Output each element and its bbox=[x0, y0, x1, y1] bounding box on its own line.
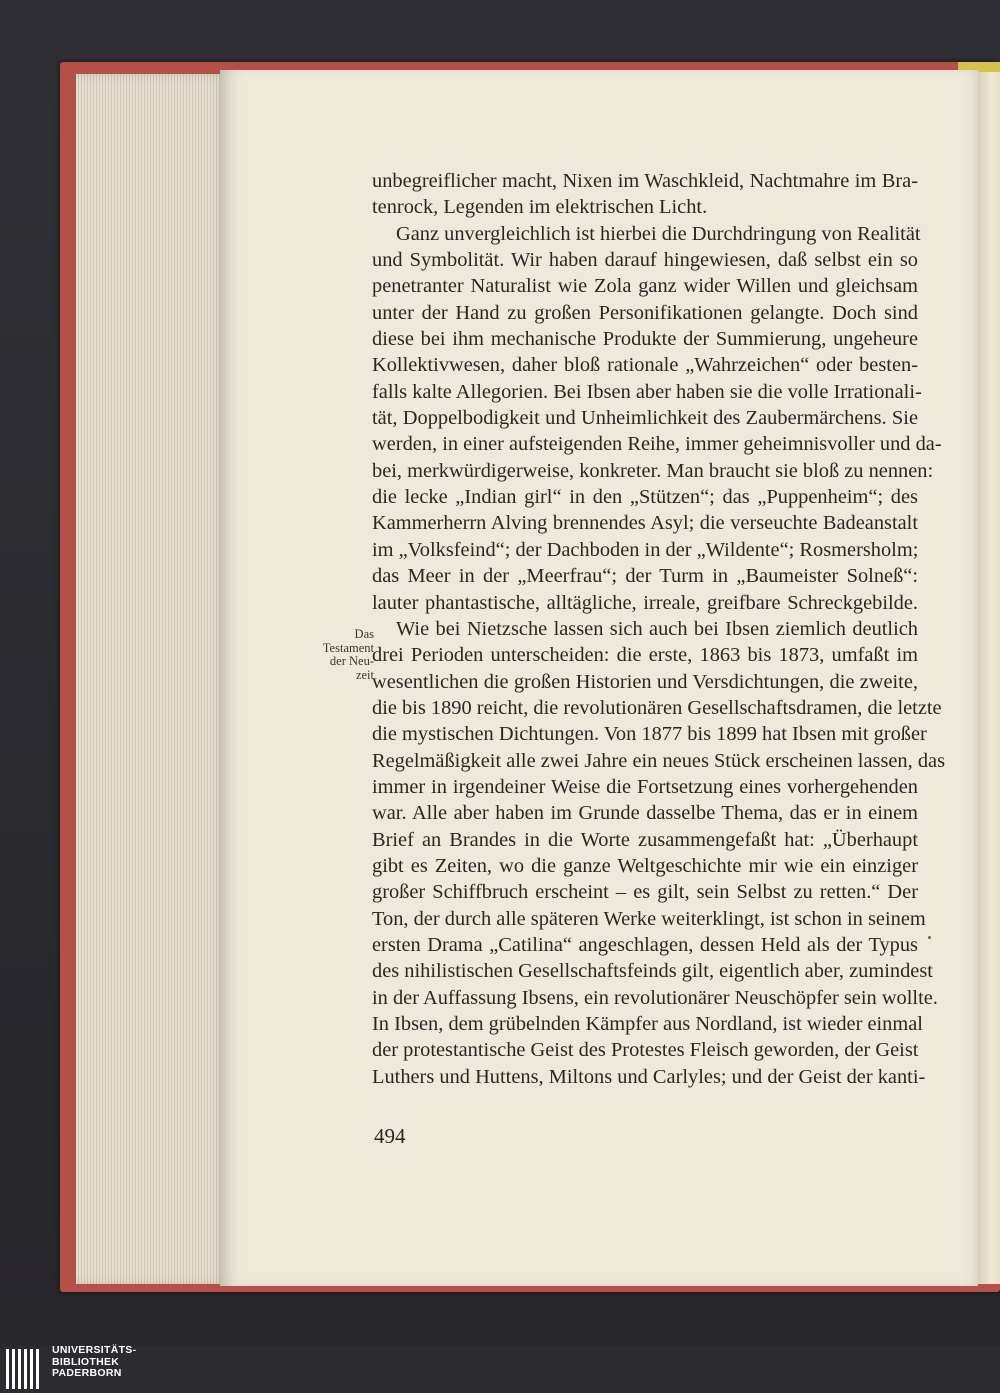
text-line: Kollektivwesen, daher bloß rationale „Wahrzeichen“ oder besten- bbox=[372, 354, 918, 377]
logo-line: PADERBORN bbox=[52, 1367, 122, 1379]
text-line: unbegreiflicher macht, Nixen im Waschkleid, Nachtmahre im Bra- bbox=[372, 170, 918, 192]
text-line: ersten Drama „Catilina“ angeschlagen, dessen Held als der Typus bbox=[372, 933, 918, 956]
marginal-note bbox=[296, 628, 374, 682]
text-line: des nihilistischen Gesellschaftsfeinds gilt, eigentlich aber, zumindest bbox=[372, 960, 933, 983]
logo-line: BIBLIOTHEK bbox=[52, 1355, 120, 1368]
text-line: drei Perioden unterscheiden: die erste, 1863 bis 1873, umfaßt im bbox=[372, 644, 918, 667]
text-line: unter der Hand zu großen Personifikationen gelangte. Doch sind bbox=[372, 301, 918, 324]
text-line: immer in irgendeiner Weise die Fortsetzung eines vorhergehenden bbox=[372, 775, 918, 798]
logo-line: UNIVERSITÄTS- bbox=[52, 1344, 137, 1356]
text-line: tät, Doppelbodigkeit und Unheimlichkeit des Zaubermärchens. Sie bbox=[372, 407, 918, 430]
text-line: tenrock, Legenden im elektrischen Licht. bbox=[372, 196, 708, 219]
text-line: die bis 1890 reicht, die revolutionären Gesellschaftsdramen, die letzte bbox=[372, 696, 942, 719]
text-line: werden, in einer aufsteigenden Reihe, immer geheimnisvoller und da- bbox=[372, 433, 942, 456]
text-line: In Ibsen, dem grübelnden Kämpfer aus Nordland, ist wieder einmal bbox=[372, 1013, 923, 1035]
page-number: 494 bbox=[374, 1124, 406, 1148]
text-line: lauter phantastische, alltägliche, irreale, greifbare Schreckgebilde. bbox=[372, 591, 918, 614]
marginal-note-line: der Neu- bbox=[329, 654, 374, 668]
library-logo-icon bbox=[6, 1349, 44, 1391]
text-line: Ton, der durch alle späteren Werke weiterklingt, ist schon in seinem bbox=[372, 907, 926, 930]
text-line: im „Volksfeind“; der Dachboden in der „Wildente“; Rosmersholm; bbox=[372, 538, 919, 561]
text-line: großer Schiffbruch erscheint – es gilt, sein Selbst zu retten.“ Der bbox=[372, 881, 918, 904]
text-line: die lecke „Indian girl“ in den „Stützen“; das „Puppenheim“; des bbox=[372, 486, 918, 509]
text-line: und Symbolität. Wir haben darauf hingewiesen, daß selbst ein so bbox=[372, 249, 918, 272]
page-edges bbox=[76, 74, 226, 1284]
text-line: Brief an Brandes in die Worte zusammengefaßt hat: „Überhaupt bbox=[372, 828, 918, 851]
text-line: diese bei ihm mechanische Produkte der Summierung, ungeheure bbox=[372, 328, 918, 351]
text-line: falls kalte Allegorien. Bei Ibsen aber haben sie die volle Irrationali- bbox=[372, 380, 922, 403]
text-line: bei, merkwürdigerweise, konkreter. Man braucht sie bloß zu nennen: bbox=[372, 459, 934, 482]
text-line: war. Alle aber haben im Grunde dasselbe Thema, das er in einem bbox=[372, 802, 918, 825]
text-line: die mystischen Dichtungen. Von 1877 bis 1899 hat Ibsen mit großer bbox=[372, 723, 927, 746]
text-line: Kammerherrn Alving brennendes Asyl; die verseuchte Badeanstalt bbox=[372, 512, 918, 535]
text-line: wesentlichen die großen Historien und Versdichtungen, die zweite, bbox=[372, 670, 918, 693]
library-logo-text bbox=[52, 1345, 136, 1380]
text-line: der protestantische Geist des Protestes Fleisch geworden, der Geist bbox=[372, 1039, 919, 1062]
marginal-note-line: Das bbox=[354, 627, 374, 641]
footer-bar bbox=[0, 1345, 1000, 1393]
paper-speck bbox=[928, 936, 931, 939]
text-line: gibt es Zeiten, wo die ganze Weltgeschichte mir wie ein einziger bbox=[372, 854, 918, 877]
text-line: Wie bei Nietzsche lassen sich auch bei Ibsen ziemlich deutlich bbox=[396, 617, 918, 640]
text-line: Luthers und Huttens, Miltons und Carlyles; und der Geist der kanti- bbox=[372, 1065, 926, 1088]
text-line: Ganz unvergleichlich ist hierbei die Durchdringung von Realität bbox=[396, 222, 921, 245]
marginal-note-line: Testament bbox=[322, 640, 374, 655]
text-line: Regelmäßigkeit alle zwei Jahre ein neues Stück erscheinen lassen, das bbox=[372, 749, 945, 772]
text-line: in der Auffassung Ibsens, ein revolutionärer Neuschöpfer sein wollte. bbox=[372, 986, 938, 1009]
facing-page-edge bbox=[978, 72, 1000, 1284]
body-text bbox=[372, 168, 945, 1090]
text-line: das Meer in der „Meerfrau“; der Turm in „Baumeister Solneß“: bbox=[372, 565, 918, 588]
marginal-note-line: zeit bbox=[355, 667, 374, 682]
text-line: penetranter Naturalist wie Zola ganz wider Willen und gleichsam bbox=[372, 275, 918, 298]
